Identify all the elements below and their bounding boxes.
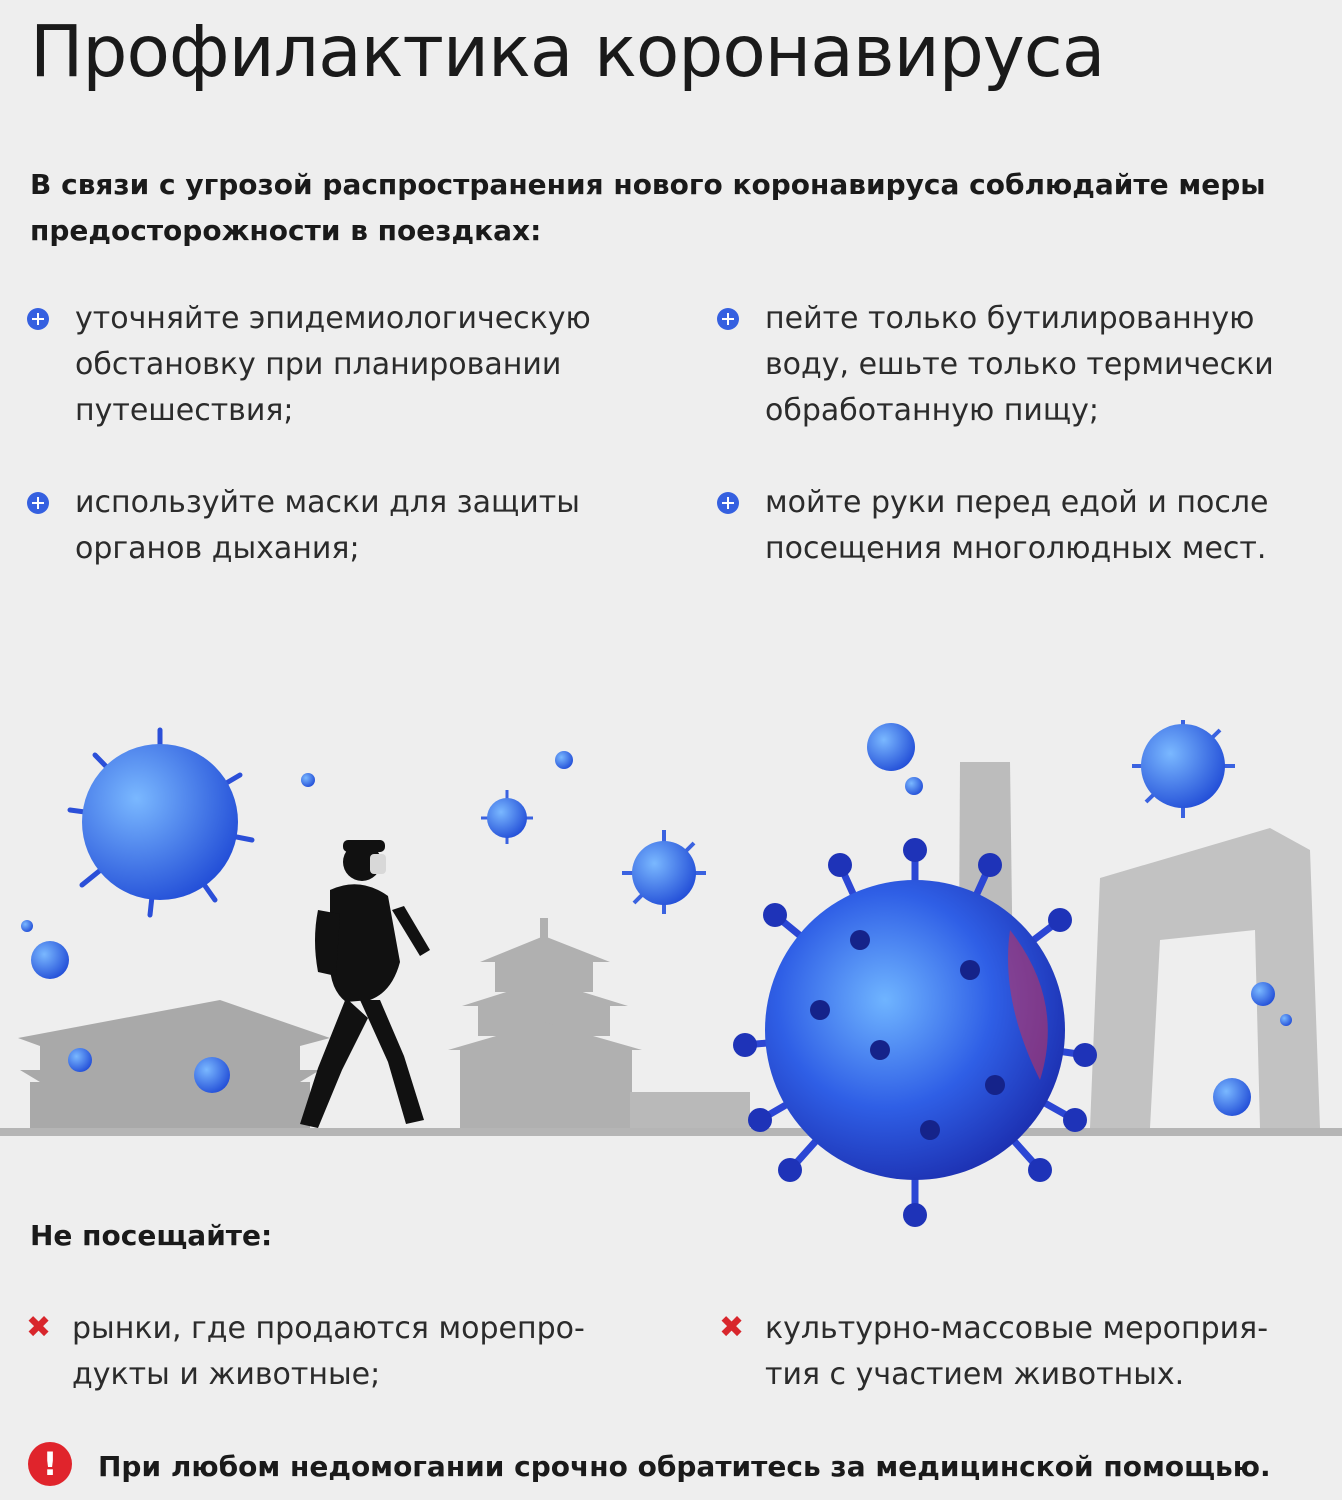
- page-title: Профилактика коронавируса: [30, 10, 1105, 93]
- virus-icon: [70, 730, 252, 915]
- warning-text: При любом недомогании срочно обратитесь за медицинской помощью.: [98, 1450, 1271, 1483]
- precaution-item: используйте маски для защиты органов дыхания;: [75, 480, 580, 572]
- cross-icon: ✖: [26, 1310, 52, 1345]
- intro-text: В связи с угрозой распространения нового коронавируса соблюдайте меры предосторожности в поездках:: [30, 168, 1266, 247]
- virus-icon: [481, 790, 533, 844]
- exclamation-icon: !: [28, 1442, 72, 1486]
- plus-circle-icon: [27, 492, 49, 514]
- virus-icon: [622, 830, 706, 914]
- city-virus-illustration: [0, 700, 1342, 1240]
- cross-icon: ✖: [719, 1310, 745, 1345]
- precaution-item: мойте руки перед едой и после посещения многолюдных мест.: [765, 480, 1268, 572]
- palace-silhouette: [18, 1000, 330, 1128]
- traveler-silhouette: [300, 840, 430, 1128]
- plus-circle-icon: [717, 308, 739, 330]
- do-not-visit-heading: Не посещайте:: [30, 1219, 273, 1252]
- cctv-building-silhouette: [1090, 828, 1320, 1128]
- temple-silhouette: [448, 918, 642, 1128]
- precaution-item: уточняйте эпидемиологическую обстановку при планировании путешествия;: [75, 296, 591, 434]
- large-virus-icon: [733, 838, 1097, 1227]
- plus-circle-icon: [27, 308, 49, 330]
- do-not-visit-item: ✖ рынки, где продаются морепро- дукты и животные;: [26, 1310, 585, 1392]
- precaution-item: пейте только бутилированную воду, ешьте только термически обработанную пищу;: [765, 296, 1274, 434]
- virus-icon: [1132, 720, 1235, 818]
- do-not-visit-item: ✖ культурно-массовые мероприя- тия с участием животных.: [719, 1310, 1269, 1392]
- plus-circle-icon: [717, 492, 739, 514]
